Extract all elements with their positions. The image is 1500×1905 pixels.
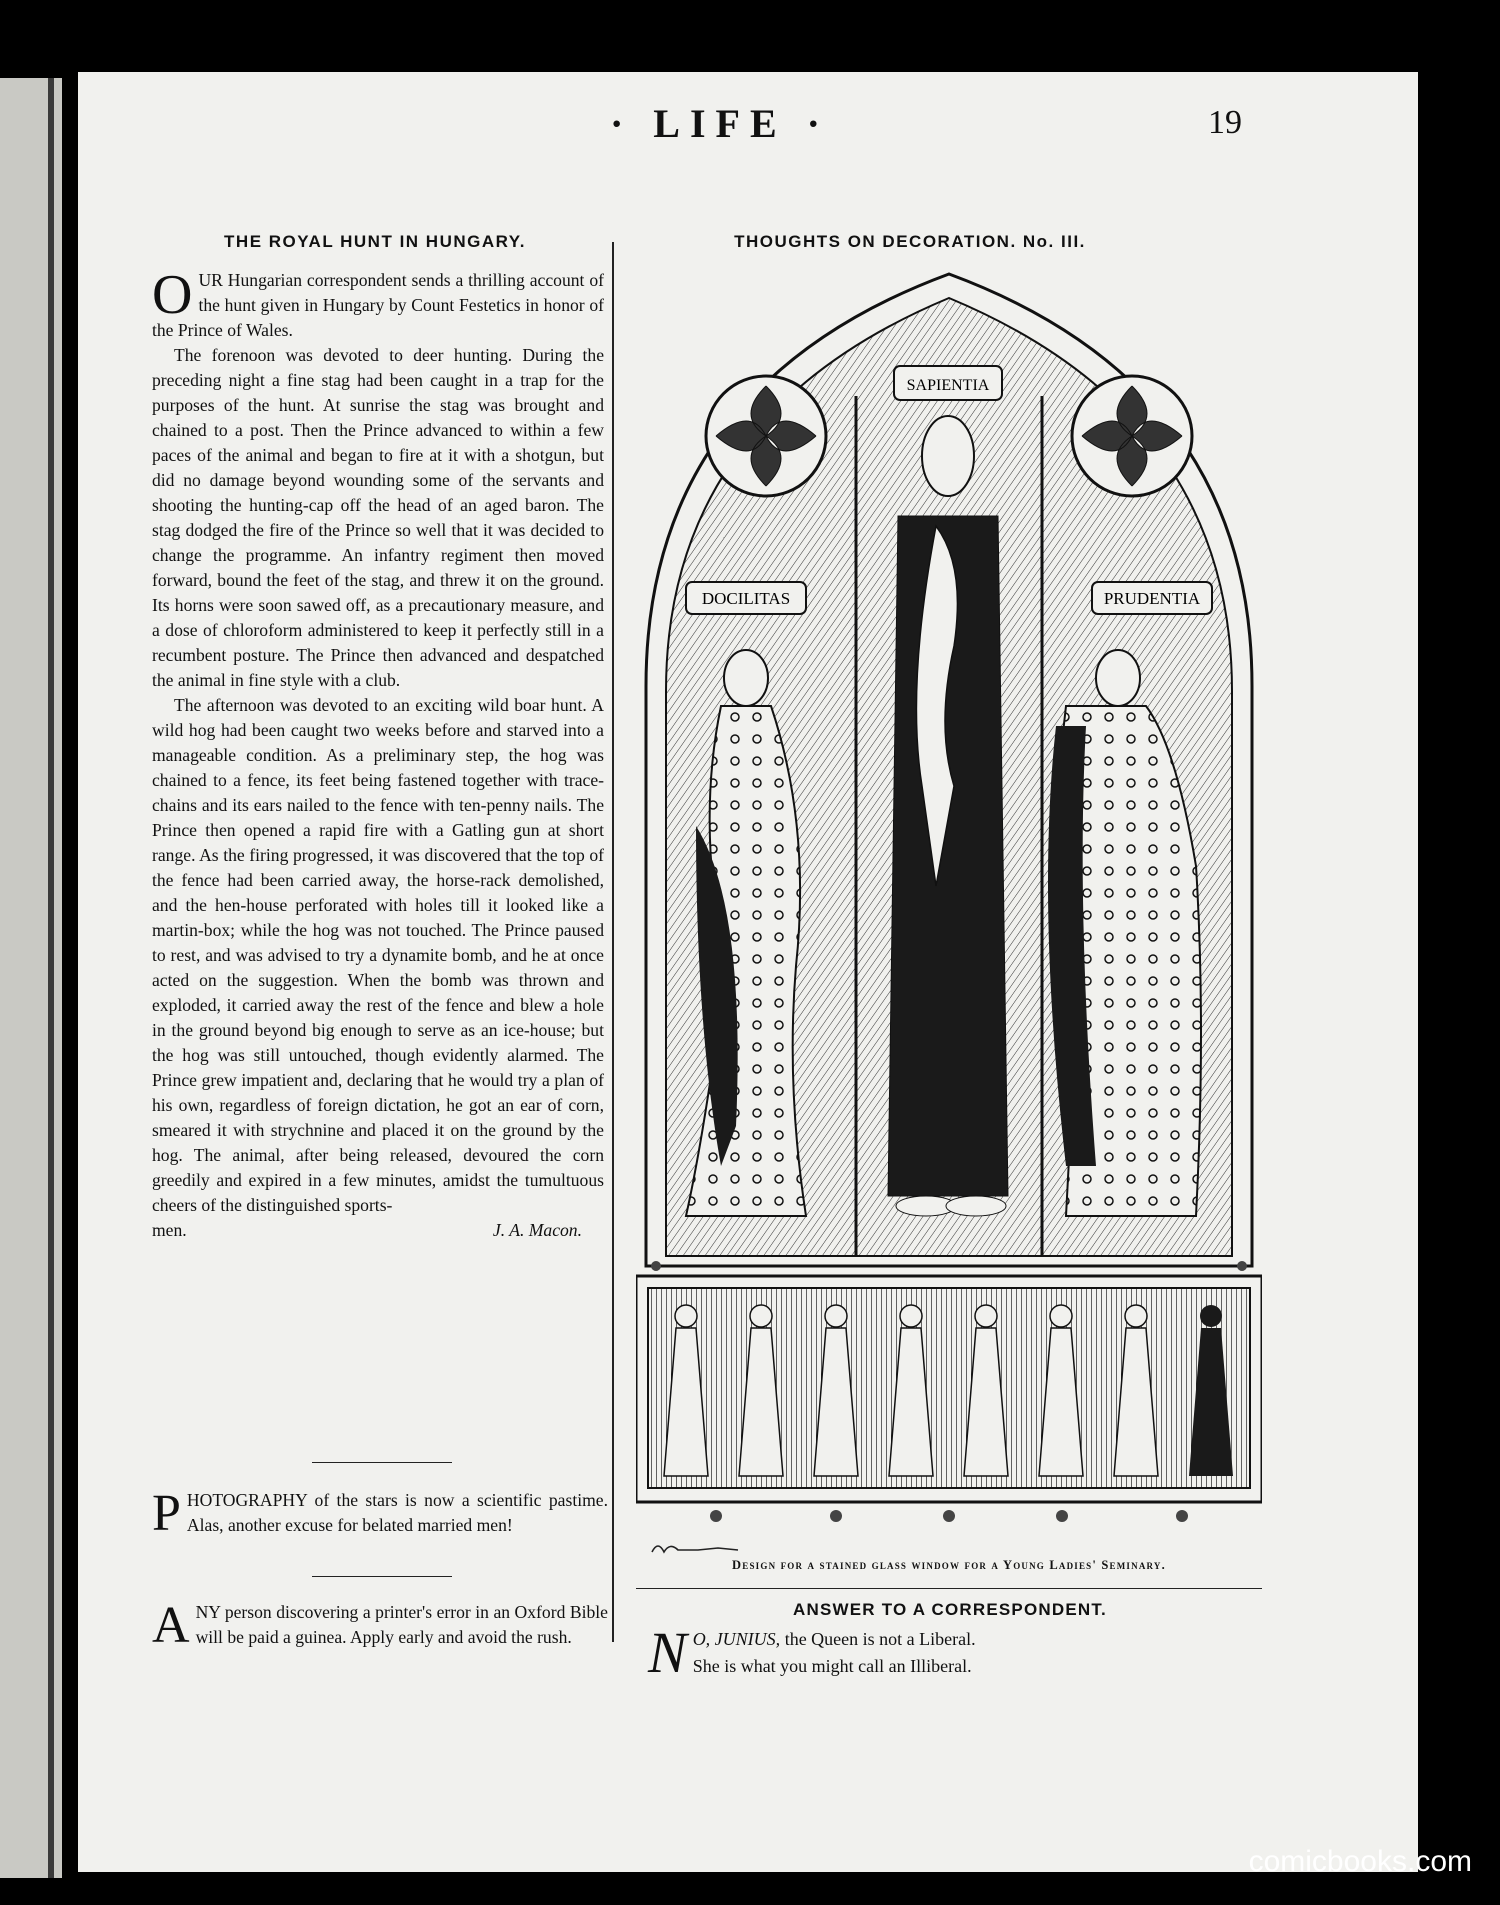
- answer-title: ANSWER TO A CORRESPONDENT.: [793, 1600, 1107, 1619]
- separator-rule: [312, 1576, 452, 1577]
- drop-cap: O: [152, 264, 193, 326]
- author: J. A. Macon.: [492, 1220, 582, 1240]
- banner-docilitas: DOCILITAS: [701, 589, 791, 608]
- drop-cap: A: [152, 1597, 190, 1654]
- article-title: THE ROYAL HUNT IN HUNGARY.: [224, 232, 526, 251]
- article-paragraph: The forenoon was devoted to deer hunting. During the preceding night a fine stag had been caught in a trap for the purposes of the hunt. At sunrise the stag was brought and chained to a post. Then the Prince advanced to within a few paces of the animal and began to fire at it with a shotgun, but did no damage beyond wounding some of the servants and shooting the hunting-cap off the head of an aged baron. The stag dodged the fire of the Prince so well that it was decided to change the programme. An infantry regiment then moved forward, bound the feet of the stag, and threw it on the ground. Its horns were soon sawed off, as a precautionary measure, and a dose of chloroform administered to keep it perfectly still in a recumbent posture. The Prince then advanced and despatched the animal in fine style with a club.: [152, 345, 604, 690]
- left-roundel: [706, 376, 826, 496]
- masthead: · LIFE ·: [609, 101, 831, 146]
- article-body: [152, 264, 604, 1243]
- separator-rule: [312, 1462, 452, 1463]
- watermark: comicbooks.com: [1248, 1845, 1472, 1878]
- article-paragraph: OUR Hungarian correspondent sends a thrilling account of the hunt given in Hungary by Count Festetics in honor of the Prince of Wales.: [152, 264, 604, 340]
- right-roundel: [1072, 376, 1192, 496]
- illustration-caption: Design for a stained glass window for a Young Ladies' Seminary.: [732, 1558, 1166, 1572]
- column-divider: [612, 242, 614, 1642]
- artist-signature: [648, 1538, 768, 1558]
- banner-sapientia: SAPIENTIA: [906, 377, 990, 394]
- article-signature-line: men. J. A. Macon.: [152, 1218, 604, 1243]
- drop-cap: P: [152, 1485, 181, 1542]
- separator-rule: [636, 1588, 1262, 1589]
- stained-glass-illustration: [636, 266, 1262, 1534]
- adjacent-page-edge: [0, 78, 62, 1878]
- page-number: 19: [1208, 104, 1242, 141]
- banner-prudentia: PRUDENTIA: [1103, 589, 1201, 608]
- answer-text: N O, JUNIUS, the Queen is not a Liberal. She is what you might call an Illiberal.: [648, 1620, 976, 1685]
- illustration-title: THOUGHTS ON DECORATION. No. III.: [734, 232, 1086, 251]
- bible-item: ANY person discovering a printer's error in an Oxford Bible will be paid a guinea. Apply early and avoid the rush.: [152, 1597, 608, 1654]
- photography-item: PHOTOGRAPHY of the stars is now a scientific pastime. Alas, another excuse for belated married men!: [152, 1485, 608, 1542]
- drop-cap: N: [648, 1620, 687, 1685]
- article-paragraph: The afternoon was devoted to an exciting wild boar hunt. A wild hog had been caught two weeks before and starved into a manageable condition. As a preliminary step, the hog was chained to a fence, its feet being fastened together with trace-chains and its ears nailed to the fence with ten-penny nails. The Prince then opened a rapid fire with a Gatling gun at short range. As the firing progressed, it was discovered that the top of the fence had been carried away, the horse-rack demolished, and the hen-house perforated with holes till it looked like a martin-box; while the hog was not touched. The Prince paused to rest, and was advised to try a dynamite bomb, and he at once acted on the suggestion. When the bomb was thrown and exploded, it carried away the rest of the fence and blew a hole in the ground beyond big enough to serve as an ice-house; but the hog was still untouched, though evidently alarmed. The Prince grew impatient and, declaring that he would try a plan of his own, regardless of foreign dictation, he got an ear of corn, smeared it with strychnine and placed it on the ground by the hog. The animal, after being released, devoured the corn greedily and expired in a few minutes, amidst the tumultuous cheers of the distinguished sports-: [152, 695, 604, 1215]
